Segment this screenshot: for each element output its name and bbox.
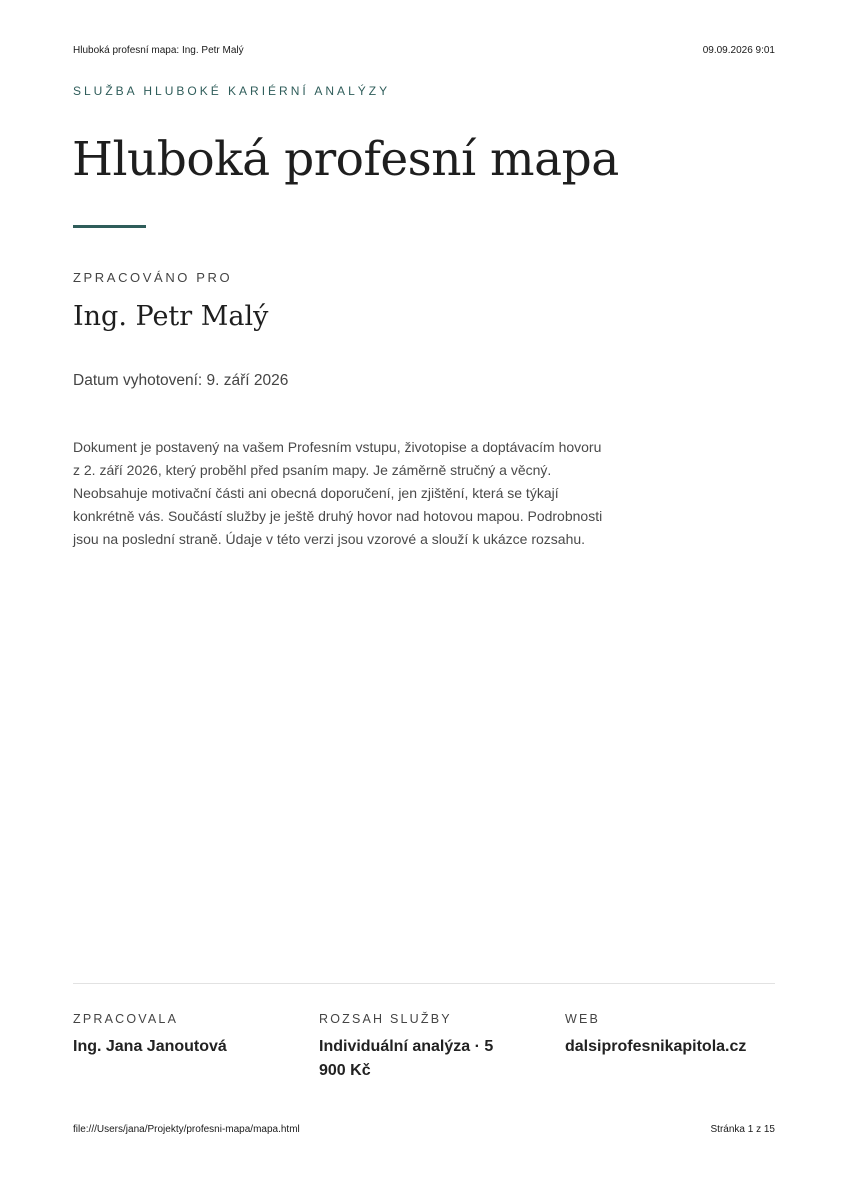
client-name: Ing. Petr Malý [73, 301, 269, 332]
info-scope-value: Individuální analýza · 5 900 Kč [319, 1038, 494, 1079]
print-header-title: Hluboká profesní mapa: Ing. Petr Malý [73, 45, 244, 56]
print-header-timestamp: 09.09.2026 9:01 [702, 45, 775, 56]
print-footer [73, 1124, 775, 1135]
prepared-for-label: ZPRACOVÁNO PRO [73, 270, 233, 285]
print-header [73, 45, 775, 56]
info-divider [73, 983, 775, 984]
info-web-label: WEB [565, 1012, 601, 1026]
print-footer-url: file:///Users/jana/Projekty/profesni-mapa/mapa.html [73, 1124, 300, 1135]
info-web-value: dalsiprofesnikapitola.cz [565, 1038, 747, 1055]
info-grid [73, 1012, 775, 1083]
print-footer-page-number: Stránka 1 z 15 [710, 1124, 775, 1135]
info-scope-label: ROZSAH SLUŽBY [319, 1012, 452, 1026]
document-title: Hluboká profesní mapa [72, 132, 619, 187]
service-kicker: SLUŽBA HLUBOKÉ KARIÉRNÍ ANALÝZY [73, 84, 391, 98]
info-web [565, 1012, 775, 1083]
title-accent-rule [73, 225, 146, 228]
info-prepared-by-value: Ing. Jana Janoutová [73, 1038, 227, 1055]
intro-paragraph: Dokument je postavený na vašem Profesním vstupu, životopise a doptávacím hovoru z 2. září 2026, který proběhl před psaním mapy. Je záměrně stručný a věcný. Neobsahuje motivační části ani obecná doporučení, jen zjištění, která se týkají konkrétně vás. Součástí služby je ještě druhý hovor nad hotovou mapou. Podrobnosti jsou na poslední straně. Údaje v této verzi jsou vzorové a slouží k ukázce rozsahu. [73, 439, 603, 547]
info-scope [319, 1012, 565, 1083]
issue-date: Datum vyhotovení: 9. září 2026 [73, 372, 289, 389]
info-prepared-by [73, 1012, 319, 1083]
info-prepared-by-label: ZPRACOVALA [73, 1012, 179, 1026]
